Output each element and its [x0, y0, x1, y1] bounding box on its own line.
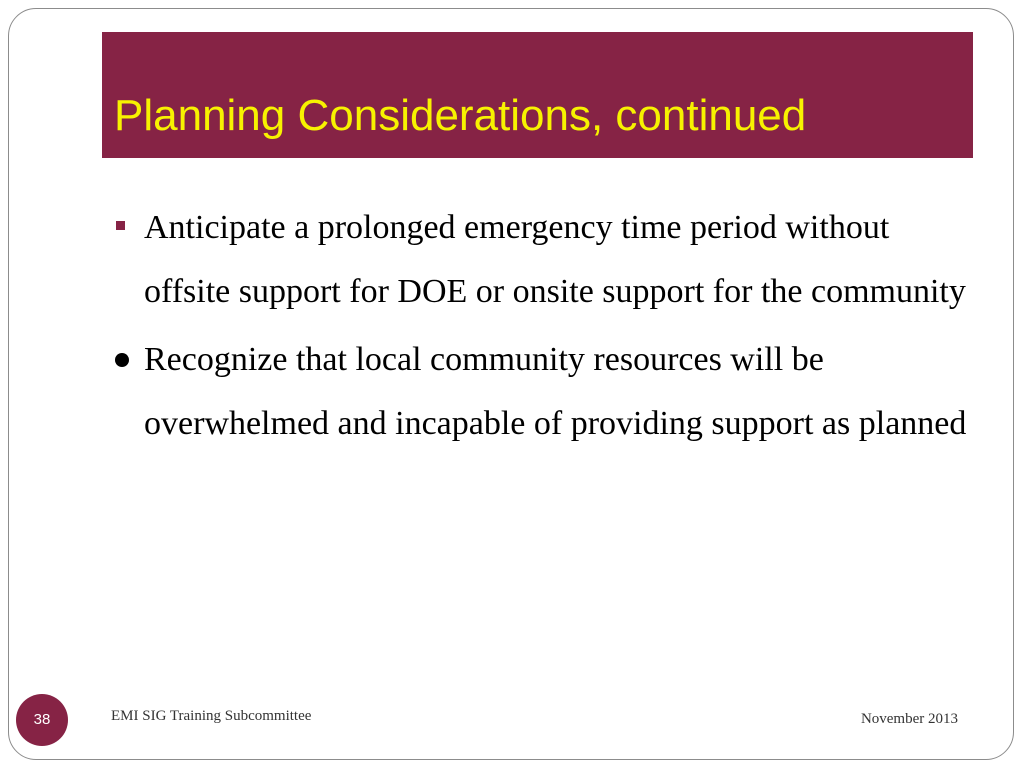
round-bullet-icon	[112, 328, 138, 392]
title-bar	[102, 32, 973, 158]
slide-title: Planning Considerations, continued	[114, 91, 807, 140]
slide-number-badge: 38	[16, 694, 68, 746]
bullet-item	[112, 196, 982, 324]
square-bullet-icon	[112, 196, 138, 260]
footer-date: November 2013	[860, 711, 958, 727]
bullet-text: Recognize that local community resources will be overwhelmed and incapable of providing support as planned	[144, 341, 967, 442]
bullet-item	[112, 328, 982, 456]
slide-body	[112, 196, 982, 460]
bullet-text: Anticipate a prolonged emergency time period without offsite support for DOE or onsite support for the community	[144, 209, 966, 310]
footer-organization: EMI SIG Training Subcommittee	[111, 708, 312, 724]
